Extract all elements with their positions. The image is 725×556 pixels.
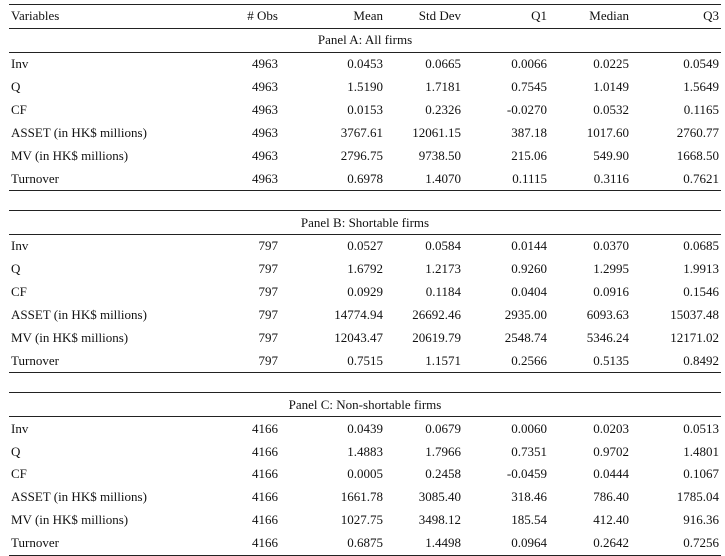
cell-std-dev: 1.7181 xyxy=(425,79,461,95)
table-row xyxy=(9,417,721,440)
cell-variable: ASSET (in HK$ millions) xyxy=(11,489,147,505)
cell-std-dev: 0.0679 xyxy=(425,420,461,436)
cell-q1: 0.0404 xyxy=(511,284,547,300)
cell-mean: 0.0929 xyxy=(347,284,383,300)
cell-mean: 0.0453 xyxy=(347,56,383,72)
cell-median: 0.2642 xyxy=(549,532,631,555)
cell-mean: 3767.61 xyxy=(340,124,383,140)
cell-std-dev: 1.4070 xyxy=(385,167,463,190)
cell-variable: Turnover xyxy=(9,532,224,555)
cell-q1: 215.06 xyxy=(511,147,547,163)
cell-q3: 0.1546 xyxy=(683,284,719,300)
cell-obs: 4166 xyxy=(252,443,278,459)
table-row xyxy=(9,304,721,327)
cell-std-dev: 1.4498 xyxy=(385,532,463,555)
panel-title-row xyxy=(9,393,721,417)
panel-spacer xyxy=(9,373,721,393)
cell-std-dev: 20619.79 xyxy=(412,330,461,346)
cell-std-dev: 0.0584 xyxy=(425,238,461,254)
cell-mean: 0.6875 xyxy=(280,532,385,555)
cell-mean: 12043.47 xyxy=(334,330,383,346)
cell-variable: ASSET (in HK$ millions) xyxy=(11,124,147,140)
cell-q1: 0.2566 xyxy=(463,349,549,372)
cell-variable: Q xyxy=(11,443,21,459)
cell-median: 6093.63 xyxy=(586,307,629,323)
cell-median: 1.2995 xyxy=(593,261,629,277)
header-row xyxy=(9,5,721,29)
panel-title: Panel A: All firms xyxy=(9,28,721,52)
cell-variable: MV (in HK$ millions) xyxy=(11,330,129,346)
cell-mean: 0.0439 xyxy=(347,420,383,436)
cell-q1: 2548.74 xyxy=(504,330,547,346)
cell-median: 5346.24 xyxy=(586,330,629,346)
cell-q3: 0.0549 xyxy=(683,56,719,72)
panel-spacer xyxy=(9,191,721,211)
cell-std-dev: 0.2326 xyxy=(425,102,461,117)
cell-obs: 4963 xyxy=(252,102,278,117)
table-row xyxy=(9,440,721,463)
header-obs: # Obs xyxy=(224,5,280,29)
cell-q3: 0.7621 xyxy=(631,167,721,190)
cell-mean: 1.6792 xyxy=(347,261,383,277)
cell-obs: 797 xyxy=(258,261,278,277)
spacer-cell xyxy=(9,373,721,393)
cell-obs: 4963 xyxy=(252,147,278,163)
cell-variable: CF xyxy=(11,466,27,482)
cell-q1: 185.54 xyxy=(511,512,547,528)
cell-q3: 0.0513 xyxy=(683,420,719,436)
cell-q1: 0.1115 xyxy=(463,167,549,190)
cell-mean: 1661.78 xyxy=(340,489,383,505)
table-row xyxy=(9,349,721,372)
cell-mean: 0.0005 xyxy=(347,466,383,482)
table-row xyxy=(9,486,721,509)
header-q1: Q1 xyxy=(463,5,549,29)
cell-variable: MV (in HK$ millions) xyxy=(11,147,129,163)
cell-median: 0.0532 xyxy=(593,102,629,117)
cell-median: 0.0225 xyxy=(593,56,629,72)
table-row xyxy=(9,509,721,532)
cell-q1: 0.9260 xyxy=(511,261,547,277)
cell-q1: 0.7351 xyxy=(511,443,547,459)
cell-mean: 14774.94 xyxy=(334,307,383,323)
cell-median: 0.5135 xyxy=(549,349,631,372)
table-row xyxy=(9,121,721,144)
cell-median: 0.3116 xyxy=(549,167,631,190)
table-row xyxy=(9,167,721,190)
cell-q3: 1.9913 xyxy=(683,261,719,277)
cell-variable: MV (in HK$ millions) xyxy=(11,512,129,528)
cell-median: 0.0203 xyxy=(593,420,629,436)
cell-std-dev: 1.1571 xyxy=(385,349,463,372)
cell-q3: 0.1165 xyxy=(683,102,719,117)
cell-std-dev: 0.2458 xyxy=(425,466,461,482)
cell-q1: -0.0270 xyxy=(506,102,547,117)
header-mean: Mean xyxy=(280,5,385,29)
cell-std-dev: 26692.46 xyxy=(412,307,461,323)
cell-variable: CF xyxy=(11,284,27,300)
table-row xyxy=(9,144,721,167)
cell-mean: 0.7515 xyxy=(280,349,385,372)
cell-obs: 4963 xyxy=(252,56,278,72)
cell-std-dev: 0.1184 xyxy=(425,284,461,300)
cell-obs: 797 xyxy=(258,284,278,300)
cell-variable: CF xyxy=(11,102,27,117)
header-median: Median xyxy=(549,5,631,29)
cell-mean: 1027.75 xyxy=(340,512,383,528)
cell-q1: 0.0066 xyxy=(511,56,547,72)
cell-q1: 0.7545 xyxy=(511,79,547,95)
cell-q3: 1785.04 xyxy=(676,489,719,505)
cell-median: 0.9702 xyxy=(593,443,629,459)
cell-q3: 12171.02 xyxy=(670,330,719,346)
table-row xyxy=(9,258,721,281)
cell-obs: 4166 xyxy=(252,512,278,528)
panel-title: Panel C: Non-shortable firms xyxy=(9,393,721,417)
cell-q3: 1.5649 xyxy=(683,79,719,95)
cell-std-dev: 3085.40 xyxy=(418,489,461,505)
cell-q3: 1668.50 xyxy=(676,147,719,163)
table-row xyxy=(9,99,721,122)
cell-obs: 4166 xyxy=(252,420,278,436)
cell-median: 786.40 xyxy=(593,489,629,505)
cell-std-dev: 1.7966 xyxy=(425,443,461,459)
table-row xyxy=(9,532,721,555)
cell-obs: 4963 xyxy=(252,124,278,140)
cell-q1: -0.0459 xyxy=(506,466,547,482)
table-row xyxy=(9,52,721,75)
cell-obs: 797 xyxy=(258,330,278,346)
cell-q3: 0.1067 xyxy=(683,466,719,482)
panel-title-row xyxy=(9,211,721,235)
summary-statistics-table xyxy=(9,4,721,556)
cell-median: 0.0916 xyxy=(593,284,629,300)
cell-q1: 318.46 xyxy=(511,489,547,505)
cell-std-dev: 9738.50 xyxy=(418,147,461,163)
cell-q1: 387.18 xyxy=(511,124,547,140)
cell-variable: Inv xyxy=(11,56,29,72)
cell-q1: 0.0144 xyxy=(511,238,547,254)
cell-variable: Turnover xyxy=(9,167,224,190)
cell-q1: 2935.00 xyxy=(504,307,547,323)
cell-mean: 0.0153 xyxy=(347,102,383,117)
cell-median: 412.40 xyxy=(593,512,629,528)
cell-variable: Inv xyxy=(11,420,29,436)
cell-q3: 15037.48 xyxy=(670,307,719,323)
panel-title: Panel B: Shortable firms xyxy=(9,211,721,235)
cell-variable: ASSET (in HK$ millions) xyxy=(11,307,147,323)
cell-mean: 0.6978 xyxy=(280,167,385,190)
cell-std-dev: 0.0665 xyxy=(425,56,461,72)
cell-variable: Q xyxy=(11,79,21,95)
table-row xyxy=(9,76,721,99)
header-std-dev: Std Dev xyxy=(385,5,463,29)
cell-obs: 4963 xyxy=(252,79,278,95)
cell-obs: 797 xyxy=(224,349,280,372)
cell-q3: 1.4801 xyxy=(683,443,719,459)
table-row xyxy=(9,463,721,486)
cell-std-dev: 12061.15 xyxy=(412,124,461,140)
cell-q3: 0.7256 xyxy=(631,532,721,555)
cell-q3: 0.8492 xyxy=(631,349,721,372)
cell-mean: 1.4883 xyxy=(347,443,383,459)
cell-obs: 797 xyxy=(258,238,278,254)
table-body xyxy=(9,28,721,555)
panel-title-row xyxy=(9,28,721,52)
cell-variable: Inv xyxy=(11,238,29,254)
cell-q3: 916.36 xyxy=(683,512,719,528)
cell-q3: 0.0685 xyxy=(683,238,719,254)
cell-median: 0.0444 xyxy=(593,466,629,482)
cell-q1: 0.0964 xyxy=(463,532,549,555)
cell-mean: 2796.75 xyxy=(340,147,383,163)
cell-obs: 4166 xyxy=(252,466,278,482)
header-variables: Variables xyxy=(9,5,224,29)
table-row xyxy=(9,327,721,350)
cell-q3: 2760.77 xyxy=(676,124,719,140)
spacer-cell xyxy=(9,191,721,211)
cell-std-dev: 1.2173 xyxy=(425,261,461,277)
cell-variable: Q xyxy=(11,261,21,277)
cell-mean: 1.5190 xyxy=(347,79,383,95)
cell-obs: 797 xyxy=(258,307,278,323)
cell-obs: 4166 xyxy=(252,489,278,505)
cell-std-dev: 3498.12 xyxy=(418,512,461,528)
table-row xyxy=(9,281,721,304)
table-row xyxy=(9,235,721,258)
cell-q1: 0.0060 xyxy=(511,420,547,436)
cell-variable: Turnover xyxy=(9,349,224,372)
cell-median: 0.0370 xyxy=(593,238,629,254)
cell-median: 549.90 xyxy=(593,147,629,163)
cell-median: 1017.60 xyxy=(586,124,629,140)
cell-mean: 0.0527 xyxy=(347,238,383,254)
header-q3: Q3 xyxy=(631,5,721,29)
cell-median: 1.0149 xyxy=(593,79,629,95)
cell-obs: 4166 xyxy=(224,532,280,555)
cell-obs: 4963 xyxy=(224,167,280,190)
